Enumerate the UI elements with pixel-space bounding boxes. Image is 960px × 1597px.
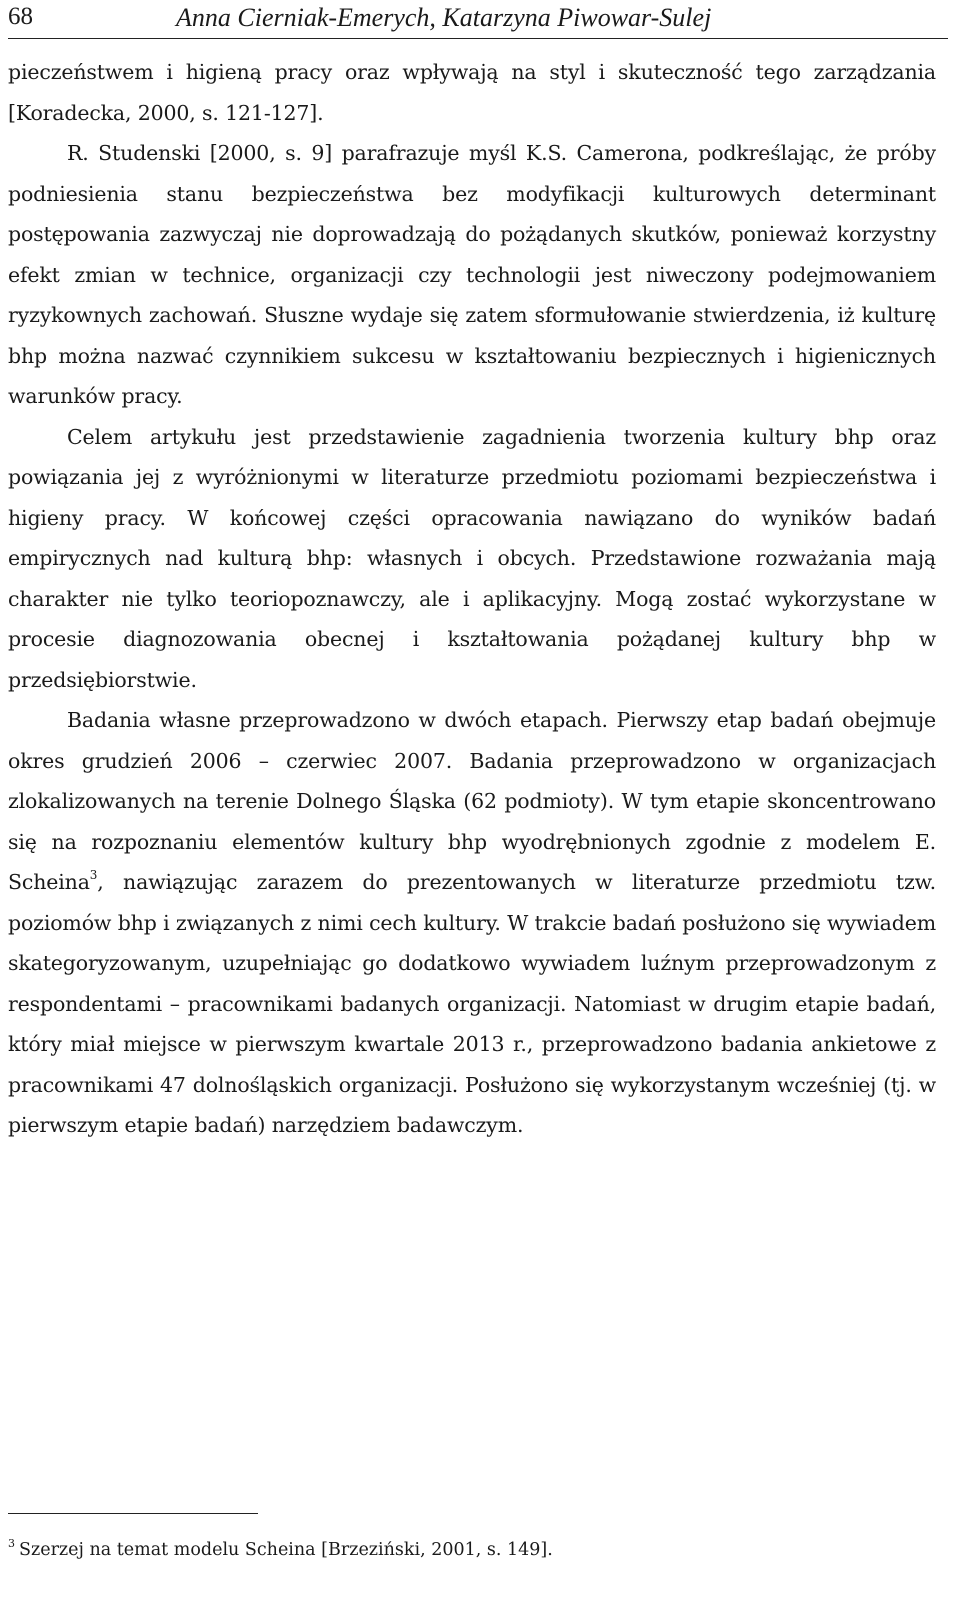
page-header: [8, 0, 948, 39]
paragraph-text: pieczeństwem i higieną pracy oraz wpływają na styl i skuteczność tego zarządzania [Koradecka, 2000, s. 121-127].: [8, 60, 936, 125]
page-number: 68: [8, 3, 33, 30]
footnote-marker: 3: [8, 1537, 15, 1550]
paragraph-studenski: [8, 133, 936, 417]
running-head-authors: Anna Cierniak-Emerych, Katarzyna Piwowar-Sulej: [176, 3, 712, 32]
footnote-reference[interactable]: 3: [89, 868, 98, 882]
paragraph-text: Badania własne przeprowadzono w dwóch etapach. Pierwszy etap badań obejmuje okres grudzień 2006 – czerwiec 2007. Badania przeprowadzono w organizacjach zlokalizowanych na terenie Dolnego Śląska (62 podmioty). W tym etapie skoncentrowano się na rozpoznaniu elementów kultury bhp wyodrębnionych zgodnie z modelem E. Scheina: [8, 708, 936, 894]
paragraph-article-aim: [8, 417, 936, 701]
body-text: [8, 52, 936, 1146]
footnote-text: Szerzej na temat modelu Scheina [Brzeziński, 2001, s. 149].: [19, 1540, 553, 1560]
paragraph-own-research: [8, 700, 936, 1146]
footnote: [8, 1535, 938, 1565]
paragraph-text: Celem artykułu jest przedstawienie zagadnienia tworzenia kultury bhp oraz powiązania jej z wyróżnionymi w literaturze przedmiotu poziomami bezpieczeństwa i higieny pracy. W końcowej części opracowania nawiązano do wyników badań empirycznych nad kulturą bhp: własnych i obcych. Przedstawione rozważania mają charakter nie tylko teoriopoznawczy, ale i aplikacyjny. Mogą zostać wykorzystane w procesie diagnozowania obecnej i kształtowania pożądanej kultury bhp w przedsiębiorstwie.: [8, 424, 936, 692]
paragraph-text: , nawiązując zarazem do prezentowanych w literaturze przedmiotu tzw. poziomów bhp i związanych z nimi cech kultury. W trakcie badań posłużono się wywiadem skategoryzowanym, uzupełniając go dodatkowo wywiadem luźnym przeprowadzonym z respondentami – pracownikami badanych organizacji. Natomiast w drugim etapie badań, który miał miejsce w pierwszym kwartale 2013 r., przeprowadzono badania ankietowe z pracownikami 47 dolnośląskich organizacji. Posłużono się wykorzystanym wcześniej (tj. w pierwszym etapie badań) narzędziem badawczym.: [8, 870, 936, 1137]
paragraph-continuation: [8, 52, 936, 133]
footnote-divider: [8, 1513, 258, 1514]
paragraph-text: R. Studenski [2000, s. 9] parafrazuje myśl K.S. Camerona, podkreślając, że próby podniesienia stanu bezpieczeństwa bez modyfikacji kulturowych determinant postępowania zazwyczaj nie doprowadzają do pożądanych skutków, ponieważ korzystny efekt zmian w technice, organizacji czy technologii jest niweczony podejmowaniem ryzykownych zachowań. Słuszne wydaje się zatem sformułowanie stwierdzenia, iż kulturę bhp można nazwać czynnikiem sukcesu w kształtowaniu bezpiecznych i higienicznych warunków pracy.: [8, 141, 936, 408]
